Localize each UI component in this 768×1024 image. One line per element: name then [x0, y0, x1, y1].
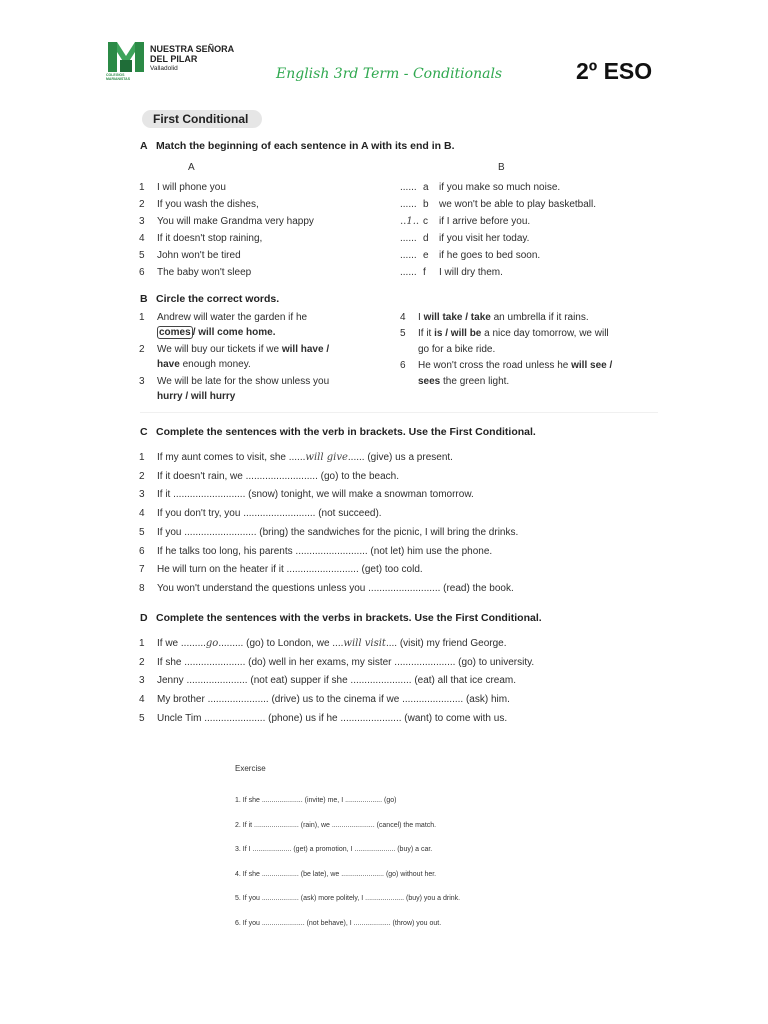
- section-letter: B: [140, 293, 148, 305]
- section-c-heading: [140, 426, 536, 438]
- section-letter: A: [140, 140, 148, 152]
- list-item: 6 He won't cross the road unless he will see /: [400, 360, 613, 371]
- exercise-title: Exercise: [235, 764, 266, 773]
- handwritten-answer: will visit: [343, 638, 386, 649]
- section-instruction: Complete the sentences with the verb in brackets. Use the First Conditional.: [156, 426, 536, 438]
- list-item: 5 Uncle Tim ...................... (phone) us if he ...................... (want) to come with us.: [139, 712, 508, 724]
- school-name: [150, 44, 234, 74]
- list-item: 5 If it is / will be a nice day tomorrow, we will: [400, 328, 609, 339]
- list-item: 6 If he talks too long, his parents .......................... (not let) him use the phone.: [139, 545, 493, 557]
- list-item: have enough money.: [157, 359, 251, 370]
- section-b-heading: [140, 293, 279, 305]
- school-name-line2: DEL PILAR: [150, 54, 198, 64]
- list-item: 3 You will make Grandma very happy: [139, 216, 314, 227]
- list-item: ...... f I will dry them.: [400, 267, 503, 278]
- list-item: 2 If she ...................... (do) well in her exams, my sister ...................... (go) to university.: [139, 656, 535, 668]
- list-item: 1 If my aunt comes to visit, she ......will give...... (give) us a present.: [139, 452, 453, 463]
- section-b-left: [139, 310, 329, 404]
- section-d-list: [139, 635, 534, 729]
- first-conditional-label: First Conditional: [142, 110, 262, 128]
- term-title: English 3rd Term - Conditionals: [276, 66, 503, 82]
- section-c-list: [139, 449, 518, 599]
- section-letter: D: [140, 612, 148, 624]
- section-b-right: [400, 310, 612, 390]
- list-item: hurry / will hurry: [157, 391, 236, 402]
- circled-answer: comes: [159, 327, 191, 338]
- list-item: 4 If it doesn't stop raining,: [139, 233, 263, 244]
- list-item: 8 You won't understand the questions unless you .......................... (read) the book.: [139, 582, 514, 594]
- column-a-header: A: [188, 162, 195, 173]
- list-item: 4 I will take / take an umbrella if it rains.: [400, 312, 589, 323]
- list-item: 4 If you don't try, you .......................... (not succeed).: [139, 508, 382, 520]
- column-b-header: B: [498, 162, 505, 173]
- list-item: 1 I will phone you: [139, 182, 226, 193]
- school-city: Valladolid: [150, 65, 178, 72]
- list-item: 4 My brother ...................... (drive) us to the cinema if we ...................... (ask) him.: [139, 694, 510, 706]
- list-item: go for a bike ride.: [418, 344, 496, 355]
- list-item: ..1.. c if I arrive before you.: [400, 216, 531, 227]
- list-item: 2 We will buy our tickets if we will have /: [139, 344, 330, 355]
- column-b-list: [400, 179, 596, 281]
- section-instruction: Match the beginning of each sentence in A with its end in B.: [156, 140, 455, 152]
- list-item: 5 If you .......................... (bring) the sandwiches for the picnic, I will bring the drinks.: [139, 526, 519, 538]
- logo-caption: COLEGIOS MARIANISTAS: [106, 73, 131, 81]
- list-item: 1 If we .........go......... (go) to London, we ....will visit.... (visit) my friend George.: [139, 638, 507, 649]
- list-item: 3 We will be late for the show unless you: [139, 376, 330, 387]
- section-d-heading: [140, 612, 542, 624]
- level-label: 2º ESO: [576, 58, 653, 84]
- list-item: ...... b we won't be able to play basketball.: [400, 199, 597, 210]
- list-item: 2 If it doesn't rain, we .......................... (go) to the beach.: [139, 470, 400, 482]
- list-item: 1 Andrew will water the garden if he: [139, 312, 308, 323]
- list-item: 5. If you ................... (ask) more politely, I .................... (buy) you a drink.: [235, 895, 461, 903]
- list-item: 4. If she ................... (be late), we ...................... (go) without her.: [235, 870, 437, 878]
- list-item: 6 The baby won't sleep: [139, 267, 252, 278]
- divider: [140, 412, 658, 413]
- list-item: 7 He will turn on the heater if it .......................... (get) too cold.: [139, 564, 423, 576]
- list-item: ...... e if he goes to bed soon.: [400, 250, 541, 261]
- section-instruction: Complete the sentences with the verbs in brackets. Use the First Conditional.: [156, 612, 542, 624]
- school-name-line1: NUESTRA SEÑORA: [150, 44, 235, 54]
- list-item: ...... d if you visit her today.: [400, 233, 530, 244]
- list-item: 2. If it ....................... (rain), we ...................... (cancel) the match.: [235, 821, 437, 829]
- school-logo: [108, 42, 144, 84]
- list-item: 3. If I .................... (get) a promotion, I ..................... (buy) a car.: [235, 846, 433, 854]
- handwritten-answer: go: [205, 638, 219, 649]
- handwritten-answer: will give: [305, 452, 348, 463]
- list-item: 3 Jenny ...................... (not eat) supper if she ...................... (eat) all that ice cream.: [139, 675, 517, 687]
- list-item: 5 John won't be tired: [139, 250, 241, 261]
- exercise-list: [235, 789, 460, 937]
- section-letter: C: [140, 426, 148, 438]
- section-a-heading: [140, 140, 455, 152]
- column-a-list: [139, 179, 314, 281]
- list-item: comes / will come home.: [159, 327, 276, 338]
- list-item: sees the green light.: [418, 376, 510, 387]
- list-item: ...... a if you make so much noise.: [400, 182, 561, 193]
- list-item: 1. If she ..................... (invite) me, I ................... (go): [235, 797, 397, 804]
- list-item: 3 If it .......................... (snow) tonight, we will make a snowman tomorrow.: [139, 489, 474, 501]
- section-instruction: Circle the correct words.: [156, 293, 280, 305]
- list-item: 2 If you wash the dishes,: [139, 199, 259, 210]
- list-item: 6. If you ...................... (not behave), I ................... (throw) you out.: [235, 919, 442, 927]
